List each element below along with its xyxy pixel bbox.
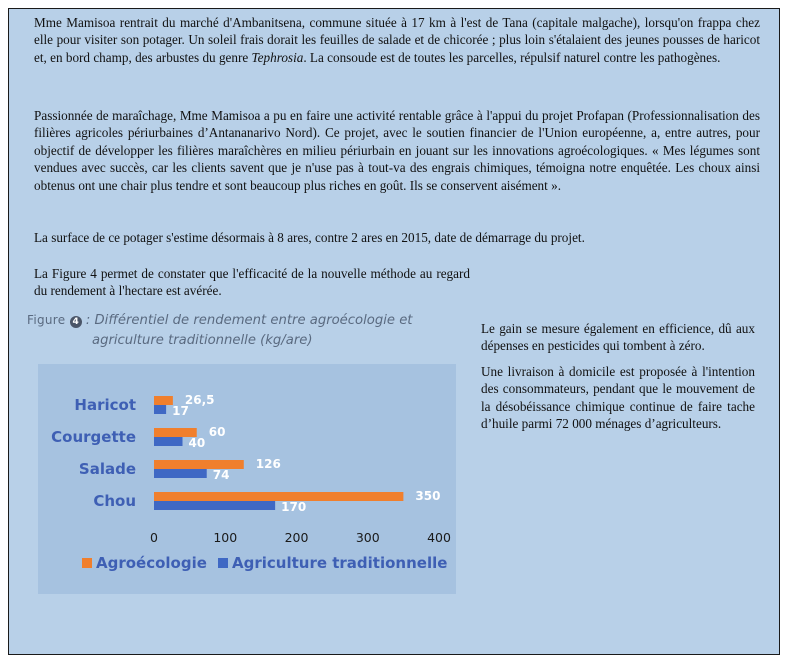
bar-salade-traditionnelle <box>154 469 207 478</box>
value-label-salade-traditionnelle: 74 <box>212 468 230 482</box>
bar-haricot-traditionnelle <box>154 405 166 414</box>
x-tick-400: 400 <box>427 530 451 545</box>
paragraph-intro-italic: Tephrosia <box>251 49 304 65</box>
value-label-courgette-agroecologie: 60 <box>208 425 226 439</box>
category-label-courgette: Courgette <box>51 428 136 446</box>
value-label-haricot-traditionnelle: 17 <box>172 404 189 418</box>
bar-courgette-traditionnelle <box>154 437 183 446</box>
value-label-courgette-traditionnelle: 40 <box>188 436 206 450</box>
value-label-salade-agroecologie: 126 <box>255 457 281 471</box>
bar-salade-agroecologie <box>154 460 244 469</box>
value-label-chou-traditionnelle: 170 <box>281 500 307 514</box>
paragraph-intro-text-end: . La consoude est de toutes les parcelles, répulsif naturel contre les pathogènes. <box>303 49 721 65</box>
paragraph-profapan: Passionnée de maraîchage, Mme Mamisoa a pu en faire une activité rentable grâce à l'appui du projet Profapan (Professionnalisation des filières agricoles périurbaines d’Antananarivo Nord). Ce projet, avec le soutien financier de l'Union européenne, a, entre autres, pour objectif de développer les filières maraîchères en milieu périurbain en jouant sur les innovations agroécologiques. « Mes légumes sont vendues avec succès, car les clients savent que je n'use pas à tout-va des engrais chimiques, témoigna notre enquêtée. Les choux ainsi obtenus ont une chair plus tendre et sont beaucoup plus riches en goût. Ils se conservent aisément ». <box>34 108 760 193</box>
paragraph-efficience: Le gain se mesure également en efficience, dû aux dépenses en pesticides qui tombent à zéro. <box>481 321 755 354</box>
figure-title-line2: agriculture traditionnelle (kg/are) <box>92 333 313 348</box>
bar-chou-agroecologie <box>154 492 403 501</box>
figure-label: Figure <box>27 313 66 327</box>
figure-caption <box>27 310 467 351</box>
x-tick-300: 300 <box>355 530 380 545</box>
legend-swatch-agroecologie <box>82 558 92 568</box>
article-frame <box>8 8 780 655</box>
x-tick-100: 100 <box>213 530 238 545</box>
x-tick-0: 0 <box>150 530 158 545</box>
paragraph-intro-text: Mme Mamisoa rentrait du marché d'Ambanitsena, commune située à 17 km à l'est de Tana (capitale malgache), lorsqu'on frappa chez elle pour visiter son potager. Un soleil frais dorait les feuilles de salade et de chicorée ; plus loin s'étalaient des jeunes pousses de haricot et, en bord champ, des arbustes du genre <box>34 15 760 65</box>
figure-title-line1: : Différentiel de rendement entre agroécologie et <box>85 313 413 328</box>
value-label-haricot-agroecologie: 26,5 <box>184 393 215 407</box>
legend-label-traditionnelle: Agriculture traditionnelle <box>232 554 448 572</box>
bar-haricot-agroecologie <box>154 396 173 405</box>
category-label-salade: Salade <box>78 460 136 478</box>
bar-chart <box>38 364 456 594</box>
paragraph-livraison: Une livraison à domicile est proposée à l'intention des consommateurs, pendant que le mouvement de la désobéissance chimique continue de faire tache d’huile parmi 72 000 ménages d’agriculteurs. <box>481 363 755 432</box>
chart-panel <box>38 364 456 594</box>
side-column <box>481 320 755 440</box>
legend-label-agroecologie: Agroécologie <box>96 554 207 572</box>
x-tick-200: 200 <box>284 530 309 545</box>
value-label-chou-agroecologie: 350 <box>415 489 441 503</box>
category-label-haricot: Haricot <box>74 396 136 414</box>
paragraph-surface: La surface de ce potager s'estime désormais à 8 ares, contre 2 ares en 2015, date de démarrage du projet. <box>34 230 585 245</box>
bar-chou-traditionnelle <box>154 501 275 510</box>
figure-number: 4 <box>70 316 82 328</box>
paragraph-intro <box>34 14 760 66</box>
legend-swatch-traditionnelle <box>218 558 228 568</box>
category-label-chou: Chou <box>93 492 136 510</box>
paragraph-figure-intro: La Figure 4 permet de constater que l'efficacité de la nouvelle méthode au regard du rendement à l'hectare est avérée. <box>34 266 470 299</box>
